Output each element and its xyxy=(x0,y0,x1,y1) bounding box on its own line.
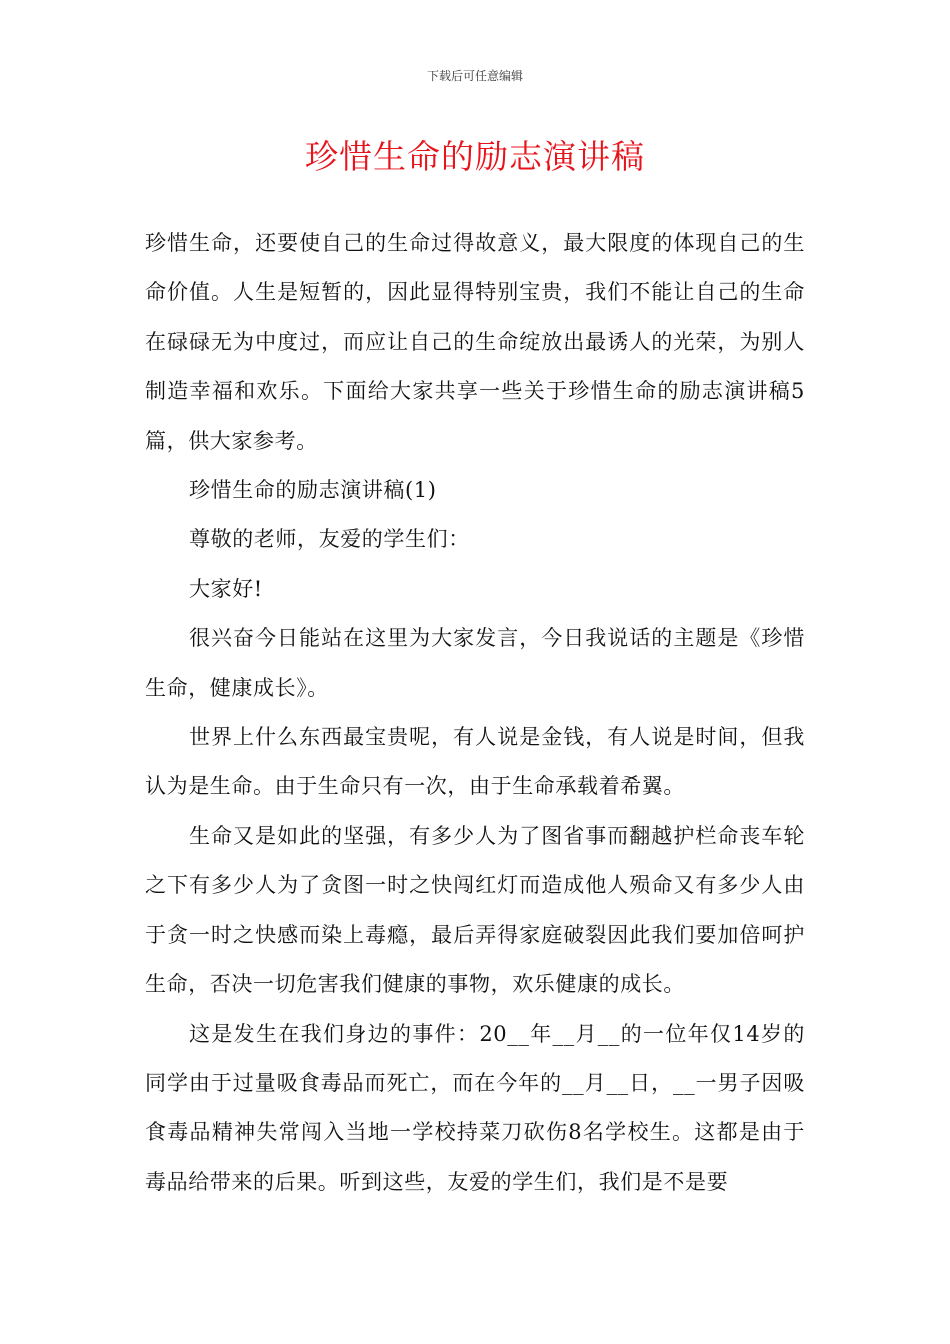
body-paragraph: 世界上什么东西最宝贵呢，有人说是金钱，有人说是时间，但我认为是生命。由于生命只有一次，由于生命承载着希翼。 xyxy=(145,725,805,799)
section-heading: 珍惜生命的励志演讲稿(1) xyxy=(189,478,437,503)
document-title: 珍惜生命的励志演讲稿 xyxy=(305,137,645,176)
salutation: 尊敬的老师，友爱的学生们： xyxy=(189,527,470,552)
body-paragraph: 很兴奋今日能站在这里为大家发言，今日我说话的主题是《珍惜生命，健康成长》。 xyxy=(145,626,805,700)
intro-paragraph: 珍惜生命，还要使自己的生命过得故意义，最大限度的体现自己的生命价值。人生是短暂的，因此显得特别宝贵，我们不能让自己的生命在碌碌无为中度过，而应让自己的生命绽放出最诱人的光荣，为别人制造幸福和欢乐。下面给大家共享一些关于珍惜生命的励志演讲稿5篇，供大家参考。 xyxy=(145,231,805,453)
document-body xyxy=(145,219,805,1207)
body-paragraph: 这是发生在我们身边的事件：20__年__月__的一位年仅14岁的同学由于过量吸食毒品而死亡，而在今年的__月__日，__一男子因吸食毒品精神失常闯入当地一学校持菜刀砍伤8名学校生。这都是由于毒品给带来的后果。听到这些，友爱的学生们，我们是不是要 xyxy=(145,1021,805,1194)
body-paragraph: 生命又是如此的坚强，有多少人为了图省事而翻越护栏命丧车轮之下有多少人为了贪图一时之快闯红灯而造成他人殒命又有多少人由于贪一时之快感而染上毒瘾，最后弄得家庭破裂因此我们要加倍呵护生命，否决一切危害我们健康的事物，欢乐健康的成长。 xyxy=(145,823,805,997)
header-note: 下载后可任意编辑 xyxy=(426,69,523,83)
greeting: 大家好! xyxy=(189,576,263,601)
